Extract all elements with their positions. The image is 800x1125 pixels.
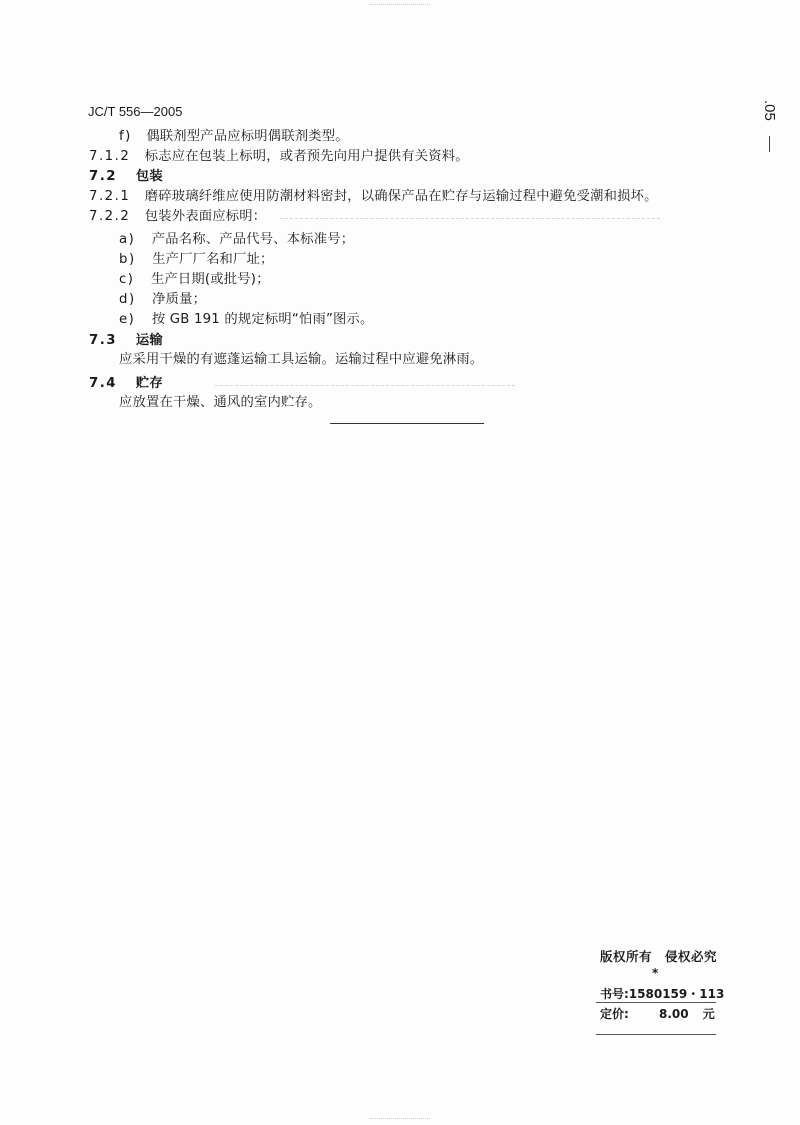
scan-artifact-top <box>370 4 430 6</box>
item-label: c) <box>119 272 135 287</box>
list-item-c <box>119 271 270 289</box>
section-heading-7-4 <box>89 375 163 393</box>
section-title: 运输 <box>135 333 163 348</box>
item-label: a) <box>119 232 136 247</box>
price-unit: 元 <box>702 1007 715 1021</box>
storage-paragraph <box>119 394 321 412</box>
section-heading-7-2 <box>89 168 163 186</box>
list-item-a <box>119 231 354 249</box>
price-value: 8.00 <box>659 1007 689 1021</box>
side-mark-bar <box>769 136 770 152</box>
price-label: 定价: <box>600 1007 629 1021</box>
document-code: JC/T 556—2005 <box>88 104 183 119</box>
item-label: b) <box>119 252 136 267</box>
clause-number: 7.2.2 <box>89 209 131 224</box>
item-text: 生产日期(或批号)； <box>150 272 270 287</box>
clause-text: 标志应在包装上标明，或者预先向用户提供有关资料。 <box>144 149 469 164</box>
list-item-f <box>119 128 349 146</box>
star-mark: * <box>652 966 659 980</box>
clause-number: 7.1.2 <box>89 149 131 164</box>
section-title: 包装 <box>135 169 163 184</box>
end-of-text-rule <box>330 423 484 424</box>
list-item-d <box>119 291 206 309</box>
section-number: 7.4 <box>89 376 118 391</box>
side-page-mark <box>758 96 780 156</box>
list-item-b <box>119 251 274 269</box>
clause-7-2-1 <box>89 188 658 206</box>
item-text: 净质量； <box>152 292 207 307</box>
item-text: 生产厂厂名和厂址； <box>152 252 274 267</box>
info-rule-lower <box>596 1034 716 1035</box>
clause-number: 7.2.1 <box>89 189 131 204</box>
paragraph-text: 应放置在干燥、通风的室内贮存。 <box>119 395 322 410</box>
info-rule-upper <box>596 1002 716 1003</box>
section-number: 7.2 <box>89 169 118 184</box>
section-number: 7.3 <box>89 333 118 348</box>
clause-text: 磨碎玻璃纤维应使用防潮材料密封，以确保产品在贮存与运输过程中避免受潮和损坏。 <box>144 189 658 204</box>
item-label: f) <box>119 129 132 144</box>
clause-7-2-2 <box>89 208 266 226</box>
list-item-e <box>119 311 374 329</box>
paragraph-text: 应采用干燥的有遮蓬运输工具运输。运输过程中应避免淋雨。 <box>119 352 484 367</box>
item-text: 产品名称、产品代号、本标准号； <box>151 232 355 247</box>
book-number: 书号:1580159・113 <box>600 987 725 1001</box>
copyright-notice: 版权所有 侵权必究 <box>600 949 718 964</box>
side-mark-number: .05 <box>761 100 778 121</box>
scan-artifact-bottom <box>370 1118 430 1120</box>
section-heading-7-3 <box>89 332 163 350</box>
clause-text: 包装外表面应标明： <box>144 209 267 224</box>
item-text: 偶联剂型产品应标明偶联剂类型。 <box>146 129 349 144</box>
price-line <box>600 1005 715 1022</box>
section-title: 贮存 <box>135 376 163 391</box>
item-label: e) <box>119 312 136 327</box>
scan-faint-line <box>215 385 515 387</box>
clause-7-1-2 <box>89 148 469 166</box>
item-label: d) <box>119 292 136 307</box>
item-text: 按 GB 191 的规定标明“怕雨”图示。 <box>151 312 374 327</box>
scan-faint-line <box>280 218 660 220</box>
transport-paragraph <box>119 351 483 369</box>
